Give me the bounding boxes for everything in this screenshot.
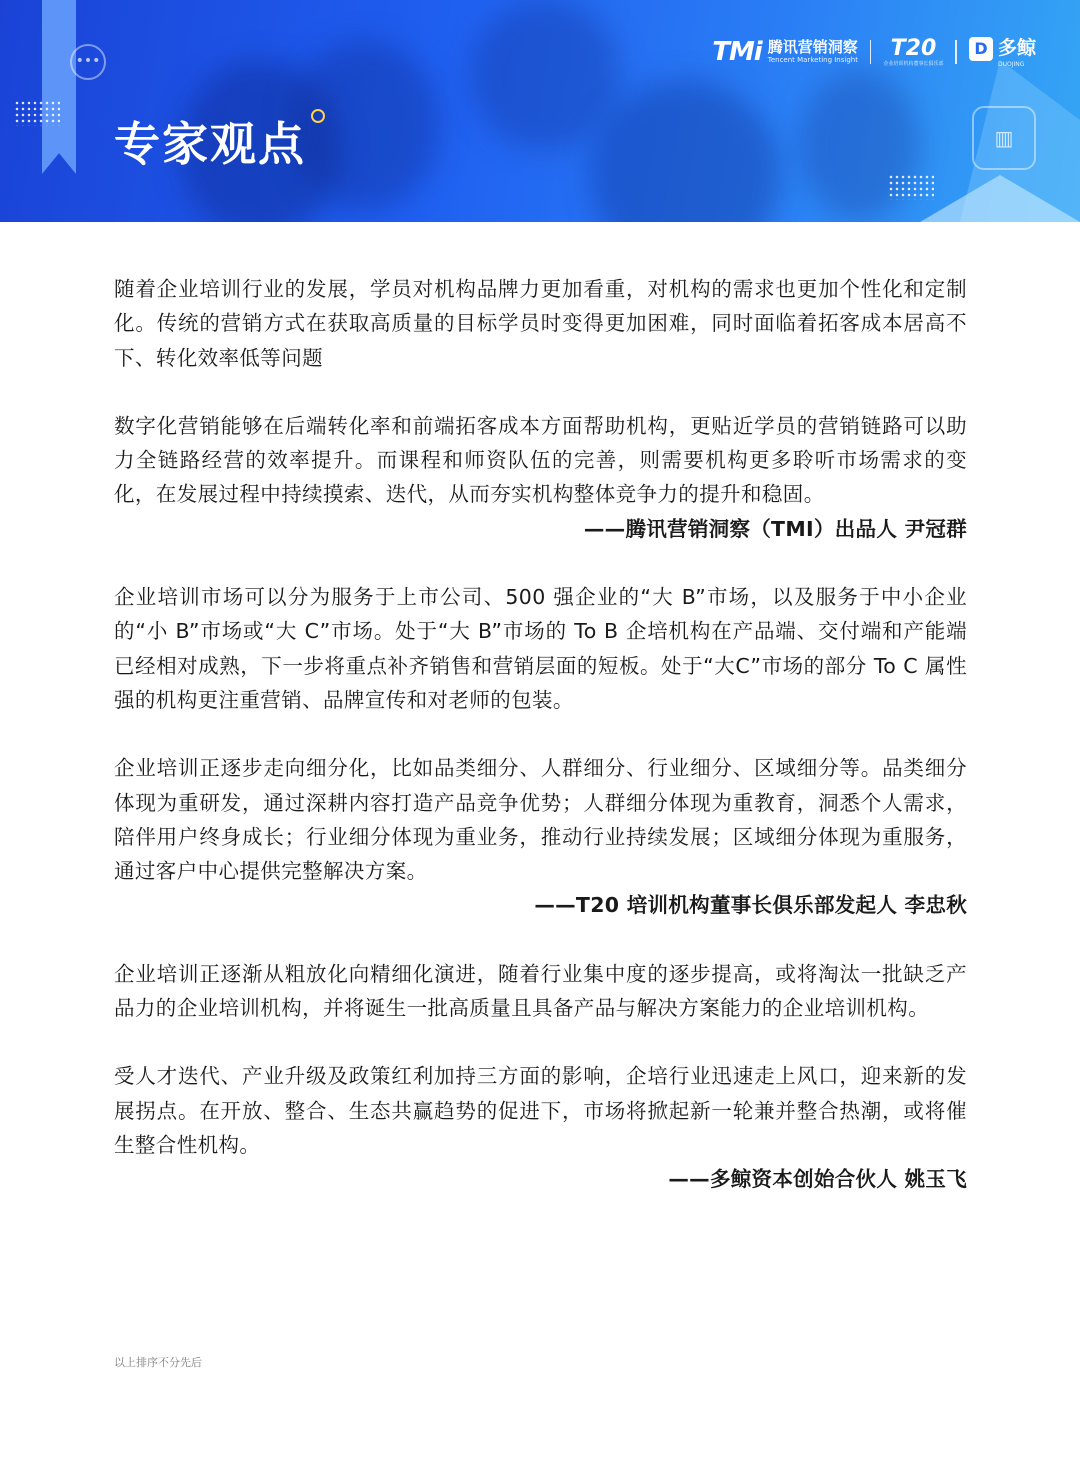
header-banner <box>0 0 1080 222</box>
signature: ——腾讯营销洞察（TMI）出品人 尹冠群 <box>583 516 967 541</box>
duojing-logo-en: DUOJING <box>997 60 1025 68</box>
logo-divider <box>955 40 957 64</box>
paragraph: 数字化营销能够在后端转化率和前端拓客成本方面帮助机构，更贴近学员的营销链路可以助力全链路经营的效率提升。而课程和师资队伍的完善，则需要机构更多聆听市场需求的变化，在发展过程中持续摸索、迭代，从而夯实机构整体竞争力的提升和稳固。 <box>114 413 967 507</box>
paragraph: 企业培训正逐渐从粗放化向精细化演进，随着行业集中度的逐步提高，或将淘汰一批缺乏产品力的企业培训机构，并将诞生一批高质量且具备产品与解决方案能力的企业培训机构。 <box>114 961 967 1021</box>
tmi-logo-cn: 腾讯营销洞察 <box>767 38 858 56</box>
page-title: 专家观点 <box>114 117 306 171</box>
partner-logos <box>712 34 1036 70</box>
tmi-logo-en: Tencent Marketing Insight <box>767 56 858 64</box>
paragraph: 企业培训正逐步走向细分化，比如品类细分、人群细分、行业细分、区域细分等。品类细分体现为重研发，通过深耕内容打造产品竞争优势；人群细分体现为重教育，洞悉个人需求，陪伴用户终身成长；行业细分体现为重业务，推动行业持续发展；区域细分体现为重服务，通过客户中心提供完整解决方案。 <box>114 756 967 884</box>
article-body <box>114 272 967 1197</box>
book-icon: ▥ <box>972 106 1036 170</box>
paragraph: 随着企业培训行业的发展，学员对机构品牌力更加看重，对机构的需求也更加个性化和定制化。传统的营销方式在获取高质量的目标学员时变得更加困难，同时面临着拓客成本居高不下、转化效率低等问题 <box>114 277 967 370</box>
dot-grid-decoration <box>14 100 60 126</box>
t20-logo-sub: 企业培训机构董事长俱乐部 <box>883 60 944 67</box>
duojing-logo-cn: 多鲸 <box>997 37 1036 59</box>
expert-section <box>114 272 967 546</box>
footnote: 以上排序不分先后 <box>114 1356 202 1369</box>
signature: ——多鲸资本创始合伙人 姚玉飞 <box>668 1167 967 1192</box>
t20-logo: T20 <box>890 35 937 61</box>
decorative-ribbon <box>42 0 76 174</box>
tmi-logo: TMi <box>712 37 762 67</box>
paragraph: 受人才迭代、产业升级及政策红利加持三方面的影响，企培行业迅速走上风口，迎来新的发展拐点。在开放、整合、生态共赢趋势的促进下，市场将掀起新一轮兼并整合热潮，或将催生整合性机构。 <box>114 1064 967 1157</box>
title-dot-decoration <box>311 109 325 123</box>
logo-divider <box>870 40 872 64</box>
expert-section <box>114 580 967 923</box>
paragraph: 企业培训市场可以分为服务于上市公司、500 强企业的“大 B”市场，以及服务于中小企业的“小 B”市场或“大 C”市场。处于“大 B”市场的 To B 企培机构在产品端、交付端和产能端已经相对成熟，下一步将重点补齐销售和营销层面的短板。处于“大C”市场的部分 To C 属性强的机构更注重营销、品牌宣传和对老师的包装。 <box>114 585 967 712</box>
expert-section <box>114 957 967 1197</box>
chat-bubble-icon: ••• <box>70 44 106 80</box>
signature: ——T20 培训机构董事长俱乐部发起人 李忠秋 <box>534 893 967 918</box>
duojing-logo-mark: D <box>969 37 993 61</box>
